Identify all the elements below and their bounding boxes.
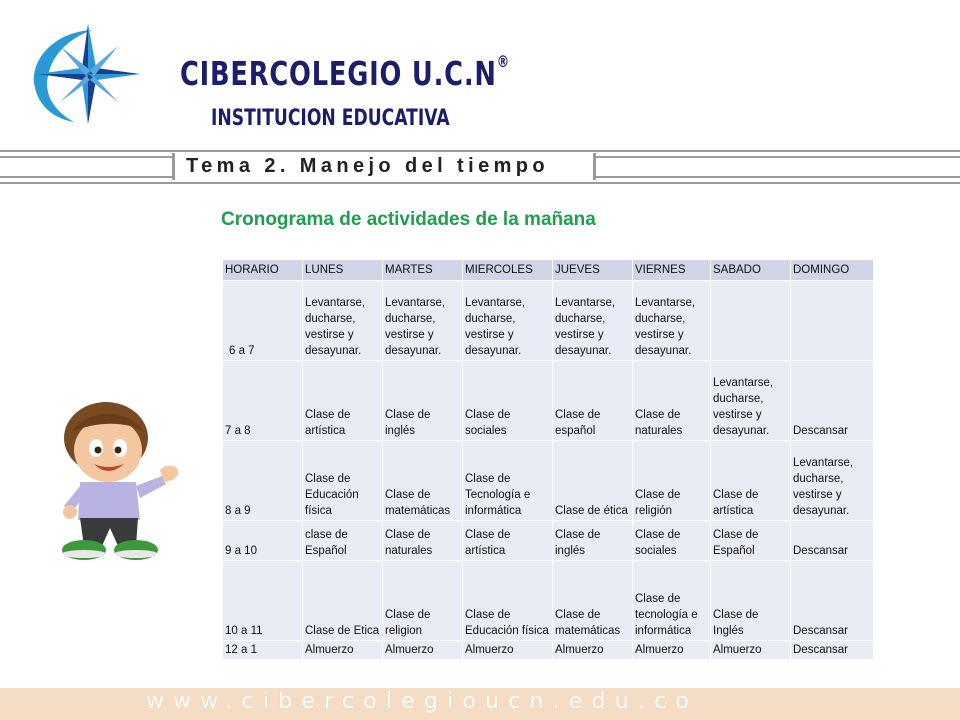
- compass-star-icon: [30, 18, 160, 128]
- column-header: MIERCOLES: [463, 260, 553, 281]
- table-cell: Clase de artística: [711, 441, 791, 521]
- table-cell: Clase de artística: [303, 361, 383, 441]
- website-url: www.cibercolegioucn.edu.co: [145, 689, 698, 714]
- brand-subtitle: INSTITUCION EDUCATIVA: [211, 106, 450, 131]
- table-cell: Clase de artística: [463, 521, 553, 561]
- table-row: [223, 521, 874, 561]
- hour-cell: 8 a 9: [223, 441, 303, 521]
- hour-cell: 6 a 7: [223, 281, 303, 361]
- table-cell: Clase de religión: [633, 441, 711, 521]
- table-cell: Almuerzo: [383, 641, 463, 660]
- table-cell: Levantarse, ducharse, vestirse y desayunar.: [711, 361, 791, 441]
- table-cell: [791, 281, 874, 361]
- brand-name: [180, 54, 510, 93]
- table-cell: Clase de sociales: [463, 361, 553, 441]
- table-row: [223, 281, 874, 361]
- table-cell: [711, 281, 791, 361]
- hour-cell: 7 a 8: [223, 361, 303, 441]
- table-cell: Levantarse, ducharse, vestirse y desayunar.: [553, 281, 633, 361]
- table-header-row: [223, 260, 874, 281]
- hour-cell: 12 a 1: [223, 641, 303, 660]
- column-header: HORARIO: [223, 260, 303, 281]
- column-header: MARTES: [383, 260, 463, 281]
- table-cell: Almuerzo: [711, 641, 791, 660]
- table-cell: Clase de inglés: [383, 361, 463, 441]
- table-cell: Clase de Educación física: [303, 441, 383, 521]
- table-cell: Clase de sociales: [633, 521, 711, 561]
- column-header: SABADO: [711, 260, 791, 281]
- table-row: [223, 361, 874, 441]
- table-cell: Almuerzo: [463, 641, 553, 660]
- column-header: DOMINGO: [791, 260, 874, 281]
- topic-banner: [0, 148, 960, 184]
- table-cell: Clase de Etica: [303, 561, 383, 641]
- table-cell: Descansar: [791, 561, 874, 641]
- table-cell: Clase de matemáticas: [383, 441, 463, 521]
- table-cell: clase de Español: [303, 521, 383, 561]
- table-cell: Clase de matemáticas: [553, 561, 633, 641]
- column-header: VIERNES: [633, 260, 711, 281]
- table-cell: Clase de naturales: [383, 521, 463, 561]
- table-cell: Clase de Educación física: [463, 561, 553, 641]
- schedule-heading: Cronograma de actividades de la mañana: [221, 209, 596, 230]
- table-cell: Almuerzo: [553, 641, 633, 660]
- table-cell: Clase de español: [553, 361, 633, 441]
- table-cell: Levantarse, ducharse, vestirse y desayunar.: [303, 281, 383, 361]
- table-cell: Clase de tecnología e informática: [633, 561, 711, 641]
- table-cell: Almuerzo: [303, 641, 383, 660]
- topic-title: Tema 2. Manejo del tiempo: [186, 155, 550, 177]
- registered-mark: ®: [496, 52, 510, 71]
- column-header: JUEVES: [553, 260, 633, 281]
- hour-cell: 10 a 11: [223, 561, 303, 641]
- brand-name-text: CIBERCOLEGIO U.C.N: [180, 54, 497, 93]
- table-cell: Levantarse, ducharse, vestirse y desayunar.: [383, 281, 463, 361]
- table-cell: Levantarse, ducharse, vestirse y desayunar.: [633, 281, 711, 361]
- table-cell: Descansar: [791, 641, 874, 660]
- school-logo: [30, 18, 510, 131]
- table-cell: Levantarse, ducharse, vestirse y desayunar.: [791, 441, 874, 521]
- boy-illustration: [28, 398, 198, 564]
- table-cell: Descansar: [791, 521, 874, 561]
- hour-cell: 9 a 10: [223, 521, 303, 561]
- table-cell: Clase de inglés: [553, 521, 633, 561]
- table-cell: Clase de naturales: [633, 361, 711, 441]
- table-row: [223, 561, 874, 641]
- table-cell: Clase de Tecnología e informática: [463, 441, 553, 521]
- table-cell: Clase de Inglés: [711, 561, 791, 641]
- table-cell: Descansar: [791, 361, 874, 441]
- column-header: LUNES: [303, 260, 383, 281]
- table-cell: Clase de ética: [553, 441, 633, 521]
- table-cell: Almuerzo: [633, 641, 711, 660]
- table-cell: Clase de religion: [383, 561, 463, 641]
- table-cell: Clase de Español: [711, 521, 791, 561]
- banner-line: [0, 182, 960, 184]
- banner-line: [0, 150, 960, 152]
- schedule-table: [222, 259, 874, 660]
- table-row: [223, 641, 874, 660]
- footer-bar: [0, 688, 960, 720]
- table-cell: Levantarse, ducharse, vestirse y desayunar.: [463, 281, 553, 361]
- table-row: [223, 441, 874, 521]
